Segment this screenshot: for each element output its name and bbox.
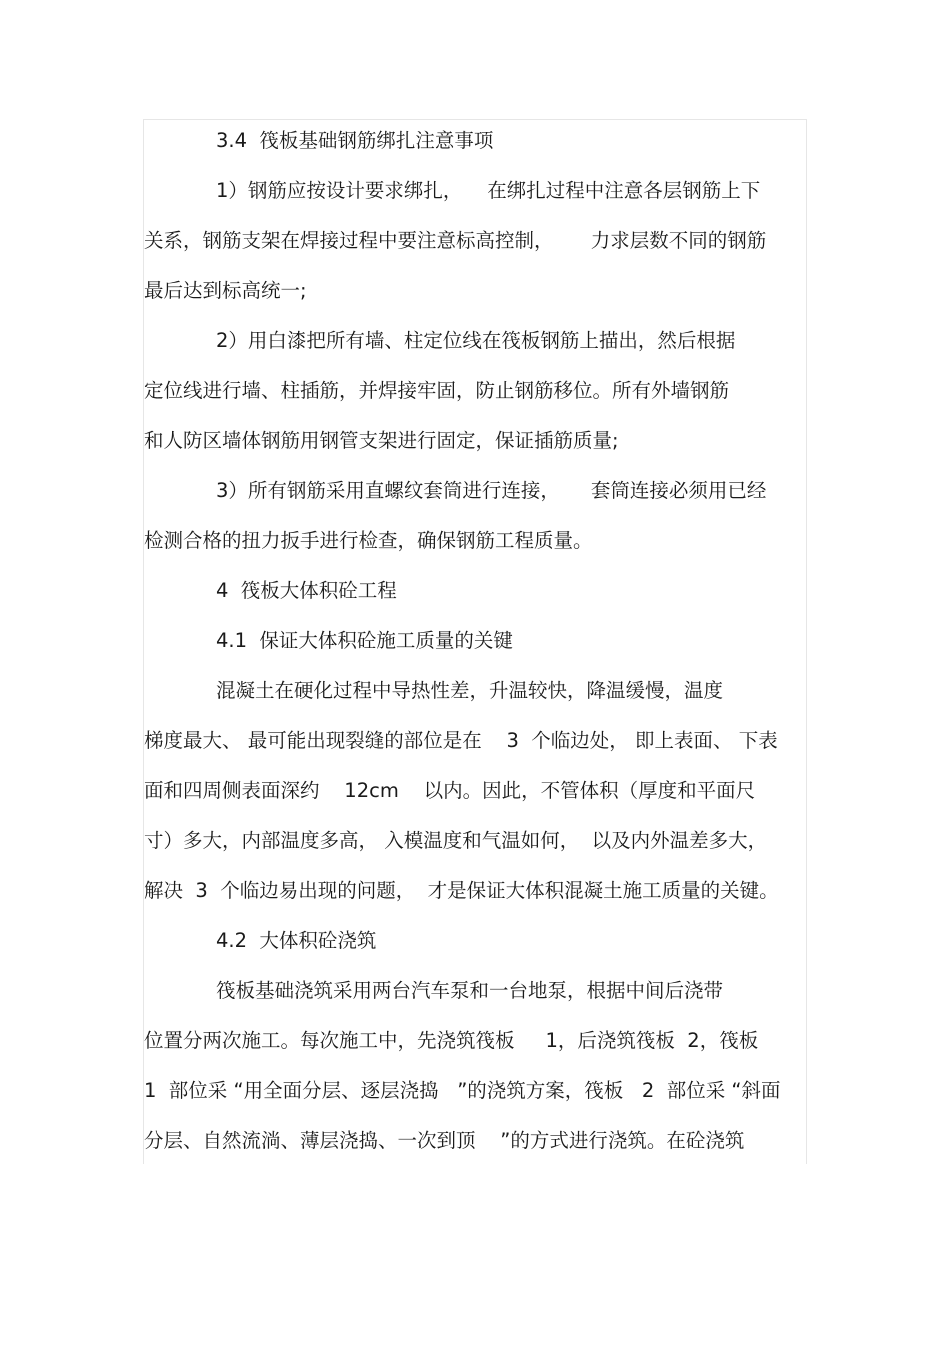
paragraph-line: 梯度最大、 最可能出现裂缝的部位是在 3 个临边处， 即上表面、 下表	[144, 729, 778, 752]
paragraph-line: 面和四周侧表面深约 12cm 以内。因此，不管体积（厚度和平面尺	[144, 779, 756, 802]
paragraph-line: 2）用白漆把所有墙、柱定位线在筏板钢筋上描出，然后根据	[216, 329, 736, 352]
paragraph-line: 最后达到标高统一;	[144, 279, 307, 302]
paragraph-line: 和人防区墙体钢筋用钢管支架进行固定，保证插筋质量;	[144, 429, 619, 452]
paragraph-line: 3）所有钢筋采用直螺纹套筒进行连接， 套筒连接必须用已经	[216, 479, 767, 502]
section-heading-3-4: 3.4 筏板基础钢筋绑扎注意事项	[216, 129, 494, 152]
paragraph-line: 位置分两次施工。每次施工中，先浇筑筏板 1，后浇筑筏板 2，筏板	[144, 1029, 759, 1052]
paragraph-line: 分层、自然流淌、薄层浇捣、一次到顶 ”的方式进行浇筑。在砼浇筑	[144, 1129, 745, 1152]
paragraph-line: 1 部位采 “用全面分层、逐层浇捣 ”的浇筑方案，筏板 2 部位采 “斜面	[144, 1079, 781, 1102]
paragraph-line: 筏板基础浇筑采用两台汽车泵和一台地泵，根据中间后浇带	[216, 979, 724, 1002]
paragraph-line: 解决 3 个临边易出现的问题， 才是保证大体积混凝土施工质量的关键。	[144, 879, 779, 902]
paragraph-line: 寸）多大，内部温度多高， 入模温度和气温如何， 以及内外温差多大，	[144, 829, 768, 852]
paragraph-line: 检测合格的扭力扳手进行检查，确保钢筋工程质量。	[144, 529, 593, 552]
section-heading-4-2: 4.2 大体积砼浇筑	[216, 929, 377, 952]
section-heading-4: 4 筏板大体积砼工程	[216, 579, 397, 602]
paragraph-line: 1）钢筋应按设计要求绑扎， 在绑扎过程中注意各层钢筋上下	[216, 179, 761, 202]
paragraph-line: 关系，钢筋支架在焊接过程中要注意标高控制， 力求层数不同的钢筋	[144, 229, 767, 252]
section-heading-4-1: 4.1 保证大体积砼施工质量的关键	[216, 629, 513, 652]
paragraph-line: 定位线进行墙、柱插筋，并焊接牢固，防止钢筋移位。所有外墙钢筋	[144, 379, 730, 402]
paragraph-line: 混凝土在硬化过程中导热性差，升温较快，降温缓慢，温度	[216, 679, 724, 702]
